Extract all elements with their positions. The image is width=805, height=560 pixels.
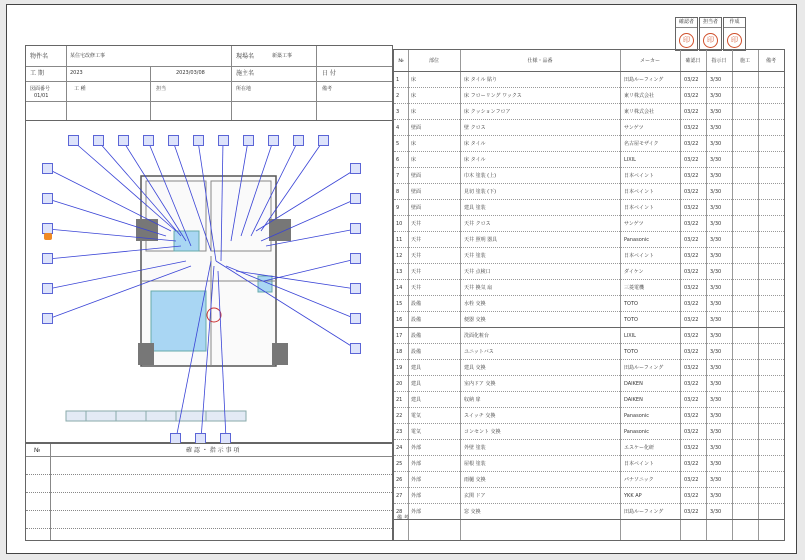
- cell-d1: 03/22: [684, 349, 699, 355]
- cell-maker: 東リ株式会社: [624, 93, 655, 99]
- cell-part: 電気: [411, 413, 422, 419]
- cell-spec: 室内ドア 交換: [464, 381, 496, 387]
- cell-d1: 03/22: [684, 141, 699, 147]
- cell-spec: 窓 交換: [464, 509, 481, 515]
- cell-maker: サンゲツ: [624, 221, 644, 227]
- cell-part: 壁面: [411, 189, 422, 195]
- cell-spec: 天井 照明 器具: [464, 237, 498, 243]
- cell-part: 天井: [411, 221, 422, 227]
- cell-maker: TOTO: [624, 301, 638, 307]
- sheet-label: 図面番号: [30, 86, 51, 92]
- table-header: [394, 50, 784, 72]
- callout-box[interactable]: [193, 135, 204, 146]
- table-row[interactable]: [394, 296, 784, 312]
- cell-d1: 03/22: [684, 365, 699, 371]
- cell-part: 床: [411, 157, 417, 163]
- cell-part: 外部: [411, 509, 422, 515]
- cell-maker: 日本ペイント: [624, 461, 655, 467]
- cell-part: 外部: [411, 477, 422, 483]
- cell-d1: 03/22: [684, 301, 699, 307]
- cell-d1: 03/22: [684, 269, 699, 275]
- cell-spec: 建具 塗装: [464, 205, 486, 211]
- cell-d1: 03/22: [684, 509, 699, 515]
- cell-d2: 3/30: [710, 381, 722, 387]
- cell-d2: 3/30: [710, 157, 722, 163]
- cell-maker: 三菱電機: [624, 285, 645, 291]
- cell-d1: 03/22: [684, 285, 699, 291]
- cell-spec: 天井 点検口: [464, 269, 491, 275]
- name-label: 物件名: [30, 53, 49, 60]
- callout-box[interactable]: [350, 253, 361, 264]
- date-value-2: 2023/03/08: [176, 70, 205, 76]
- callout-box[interactable]: [350, 313, 361, 324]
- cell-no: 20: [396, 381, 403, 387]
- cell-no: 28: [396, 509, 403, 515]
- name-value: 某住宅改修工事: [70, 53, 106, 59]
- callout-box[interactable]: [293, 135, 304, 146]
- cell-d2: 3/30: [710, 461, 722, 467]
- callout-box[interactable]: [268, 135, 279, 146]
- cell-d1: 03/22: [684, 189, 699, 195]
- site-label: 現場名: [236, 53, 255, 60]
- table-row[interactable]: [394, 264, 784, 280]
- cell-d2: 3/30: [710, 365, 722, 371]
- header-confirm-date: 確認日: [685, 57, 701, 64]
- cell-d2: 3/30: [710, 93, 722, 99]
- cell-spec: 洗面化粧台: [464, 333, 490, 339]
- callout-box[interactable]: [42, 283, 53, 294]
- table-row[interactable]: [394, 424, 784, 440]
- field-a: 工 種: [74, 86, 86, 92]
- callout-box[interactable]: [168, 135, 179, 146]
- cell-no: 4: [396, 125, 400, 131]
- callout-box[interactable]: [68, 135, 79, 146]
- cell-spec: 外壁 塗装: [464, 445, 486, 451]
- cell-part: 設備: [411, 301, 422, 307]
- stamp-confirmer: [675, 17, 698, 51]
- cell-no: 3: [396, 109, 400, 115]
- cell-d2: 3/30: [710, 445, 722, 451]
- table-row[interactable]: [394, 312, 784, 328]
- cell-d1: 03/22: [684, 205, 699, 211]
- header-no: №: [398, 57, 404, 64]
- callout-box[interactable]: [350, 223, 361, 234]
- cell-maker: ダイケン: [624, 269, 644, 275]
- cell-maker: Panasonic: [624, 413, 650, 419]
- cell-d2: 3/30: [710, 205, 722, 211]
- cell-spec: 天井 クロス: [464, 221, 491, 227]
- date-value: 2023: [70, 70, 83, 76]
- callout-box[interactable]: [143, 135, 154, 146]
- cell-spec: スイッチ 交換: [464, 413, 496, 419]
- cell-no: 24: [396, 445, 403, 451]
- table-row[interactable]: [394, 120, 784, 136]
- cell-d1: 03/22: [684, 173, 699, 179]
- stamp-head: 担当者: [700, 18, 721, 28]
- cell-maker: 日本ペイント: [624, 173, 655, 179]
- cell-d2: 3/30: [710, 253, 722, 259]
- table-row[interactable]: [394, 104, 784, 120]
- cell-no: 17: [396, 333, 403, 339]
- cell-spec: 見切 塗装 (下): [464, 189, 497, 195]
- cell-d2: 3/30: [710, 77, 722, 83]
- header-info-block: [25, 45, 393, 121]
- addr-label: 所在地: [236, 86, 252, 92]
- cell-spec: 便器 交換: [464, 317, 486, 323]
- cell-no: 13: [396, 269, 403, 275]
- cell-d1: 03/22: [684, 413, 699, 419]
- cell-maker: エスケー化研: [624, 445, 655, 451]
- cell-no: 11: [396, 237, 403, 243]
- table-row[interactable]: [394, 248, 784, 264]
- cell-spec: 巾木 塗装 (上): [464, 173, 497, 179]
- header-spec: 仕様・品番: [527, 57, 553, 64]
- cell-spec: コンセント 交換: [464, 429, 501, 435]
- callout-box[interactable]: [42, 163, 53, 174]
- cell-d2: 3/30: [710, 317, 722, 323]
- field-c: 備考: [322, 86, 333, 92]
- cell-spec: 雨樋 交換: [464, 477, 486, 483]
- document-sheet: [6, 4, 797, 554]
- table-row[interactable]: [394, 472, 784, 488]
- floor-plan-drawing: [26, 121, 392, 443]
- cell-d2: 3/30: [710, 509, 722, 515]
- cell-no: 14: [396, 285, 403, 291]
- cell-no: 8: [396, 189, 400, 195]
- field-b: 担当: [156, 86, 167, 92]
- cell-no: 5: [396, 141, 400, 147]
- cell-d2: 3/30: [710, 125, 722, 131]
- cell-d1: 03/22: [684, 125, 699, 131]
- cell-maker: DAIKEN: [624, 381, 643, 387]
- header-maker: メーカー: [640, 57, 660, 64]
- cell-part: 床: [411, 109, 417, 115]
- cell-no: 6: [396, 157, 400, 163]
- stamp-staff: [699, 17, 722, 51]
- spec-table: [393, 49, 785, 541]
- cell-maker: 田島ルーフィング: [624, 77, 664, 83]
- cell-d1: 03/22: [684, 157, 699, 163]
- cell-maker: 田島ルーフィング: [624, 365, 664, 371]
- cell-d2: 3/30: [710, 477, 722, 483]
- cell-d1: 03/22: [684, 237, 699, 243]
- cell-d1: 03/22: [684, 253, 699, 259]
- cell-no: 2: [396, 93, 400, 99]
- cell-d2: 3/30: [710, 221, 722, 227]
- cell-part: 壁面: [411, 205, 422, 211]
- owner-label: 施主名: [236, 70, 255, 77]
- cell-d2: 3/30: [710, 269, 722, 275]
- cell-no: 27: [396, 493, 403, 499]
- cell-d2: 3/30: [710, 285, 722, 291]
- cell-part: 床: [411, 93, 417, 99]
- cell-d2: 3/30: [710, 301, 722, 307]
- cell-part: 壁面: [411, 125, 422, 131]
- cell-d2: 3/30: [710, 189, 722, 195]
- callout-box[interactable]: [318, 135, 329, 146]
- table-row[interactable]: [394, 408, 784, 424]
- cell-part: 設備: [411, 333, 422, 339]
- floor-plan-area: [25, 121, 393, 443]
- cell-maker: パナソニック: [624, 477, 654, 483]
- cell-part: 設備: [411, 317, 422, 323]
- cell-d1: 03/22: [684, 429, 699, 435]
- cell-maker: LIXIL: [624, 157, 636, 163]
- cell-d1: 03/22: [684, 445, 699, 451]
- cell-d2: 3/30: [710, 349, 722, 355]
- callout-box[interactable]: [350, 163, 361, 174]
- cell-spec: 天井 換気 扇: [464, 285, 493, 291]
- callout-box[interactable]: [350, 283, 361, 294]
- cell-d1: 03/22: [684, 109, 699, 115]
- callout-box[interactable]: [42, 253, 53, 264]
- cell-no: 16: [396, 317, 403, 323]
- table-row[interactable]: [394, 376, 784, 392]
- cell-part: 電気: [411, 429, 422, 435]
- table-row[interactable]: [394, 280, 784, 296]
- cell-maker: 日本ペイント: [624, 253, 655, 259]
- header-part: 部位: [428, 57, 439, 64]
- table-row[interactable]: [394, 136, 784, 152]
- cell-part: 建具: [411, 397, 422, 403]
- callout-box[interactable]: [350, 193, 361, 204]
- table-row[interactable]: [394, 72, 784, 88]
- table-row[interactable]: [394, 488, 784, 504]
- table-row[interactable]: [394, 152, 784, 168]
- cell-spec: 天井 塗装: [464, 253, 486, 259]
- cell-d1: 03/22: [684, 477, 699, 483]
- cell-no: 12: [396, 253, 403, 259]
- cell-spec: 収納 扉: [464, 397, 481, 403]
- table-row[interactable]: [394, 232, 784, 248]
- cell-d1: 03/22: [684, 93, 699, 99]
- cell-no: 19: [396, 365, 403, 371]
- cell-spec: 床 フローリング ワックス: [464, 93, 522, 99]
- cell-d1: 03/22: [684, 221, 699, 227]
- cell-spec: 建具 交換: [464, 365, 486, 371]
- callout-box[interactable]: [42, 313, 53, 324]
- cell-spec: 床 タイル 貼り: [464, 77, 498, 83]
- cell-d2: 3/30: [710, 333, 722, 339]
- cell-d1: 03/22: [684, 317, 699, 323]
- cell-no: 25: [396, 461, 403, 467]
- cell-no: 9: [396, 205, 400, 211]
- cell-part: 床: [411, 141, 417, 147]
- cell-maker: DAIKEN: [624, 397, 643, 403]
- stamp-head: 確認者: [676, 18, 697, 28]
- cell-no: 21: [396, 397, 403, 403]
- table-row[interactable]: [394, 184, 784, 200]
- cell-spec: 水栓 交換: [464, 301, 486, 307]
- callout-box[interactable]: [218, 135, 229, 146]
- footer-label: 備 考: [397, 515, 409, 521]
- sheet-number: 01/01: [34, 93, 49, 99]
- cell-d2: 3/30: [710, 141, 722, 147]
- cell-part: 外部: [411, 445, 422, 451]
- cell-d2: 3/30: [710, 413, 722, 419]
- cell-d2: 3/30: [710, 109, 722, 115]
- cell-spec: 床 タイル: [464, 141, 486, 147]
- table-row[interactable]: [394, 216, 784, 232]
- table-row[interactable]: [394, 360, 784, 376]
- remarks-no-label: №: [34, 447, 41, 454]
- remarks-title: 確 認 ・ 指 示 事 項: [186, 447, 240, 454]
- table-row[interactable]: [394, 456, 784, 472]
- site-value: 新築工事: [272, 53, 293, 59]
- cell-maker: 名古屋モザイク: [624, 141, 659, 147]
- cell-maker: LIXIL: [624, 333, 636, 339]
- cell-maker: Panasonic: [624, 429, 650, 435]
- cell-d1: 03/22: [684, 397, 699, 403]
- callout-box[interactable]: [118, 135, 129, 146]
- cell-d2: 3/30: [710, 173, 722, 179]
- cell-d1: 03/22: [684, 333, 699, 339]
- cell-spec: 屋根 塗装: [464, 461, 486, 467]
- callout-box[interactable]: [350, 343, 361, 354]
- cell-part: 外部: [411, 493, 422, 499]
- table-row[interactable]: [394, 392, 784, 408]
- cell-d1: 03/22: [684, 461, 699, 467]
- cell-no: 23: [396, 429, 403, 435]
- cell-part: 壁面: [411, 173, 422, 179]
- cell-maker: TOTO: [624, 317, 638, 323]
- cell-d2: 3/30: [710, 429, 722, 435]
- cell-no: 1: [396, 77, 400, 83]
- seal-icon: 印: [727, 33, 742, 48]
- table-row[interactable]: [394, 440, 784, 456]
- callout-box[interactable]: [42, 193, 53, 204]
- header-work: 施工: [739, 57, 750, 64]
- period-label: 工 期: [30, 70, 44, 77]
- cell-part: 天井: [411, 253, 422, 259]
- cell-maker: 田島ルーフィング: [624, 509, 664, 515]
- cell-spec: 床 タイル: [464, 157, 486, 163]
- cell-d2: 3/30: [710, 237, 722, 243]
- callout-box[interactable]: [93, 135, 104, 146]
- table-row[interactable]: [394, 168, 784, 184]
- cell-d1: 03/22: [684, 493, 699, 499]
- seal-icon: 印: [679, 33, 694, 48]
- cell-part: 天井: [411, 269, 422, 275]
- callout-box[interactable]: [243, 135, 254, 146]
- date-label: 日 付: [322, 70, 336, 77]
- cell-part: 天井: [411, 285, 422, 291]
- cell-no: 22: [396, 413, 403, 419]
- seal-icon: 印: [703, 33, 718, 48]
- cell-maker: TOTO: [624, 349, 638, 355]
- cell-no: 18: [396, 349, 403, 355]
- cell-maker: 東リ株式会社: [624, 109, 655, 115]
- cell-no: 26: [396, 477, 403, 483]
- cell-d2: 3/30: [710, 397, 722, 403]
- cell-d1: 03/22: [684, 77, 699, 83]
- cell-d2: 3/30: [710, 493, 722, 499]
- cell-no: 7: [396, 173, 400, 179]
- cell-part: 建具: [411, 381, 422, 387]
- table-row[interactable]: [394, 88, 784, 104]
- stamp-creator: [723, 17, 746, 51]
- cell-spec: 床 クッションフロア: [464, 109, 511, 115]
- cell-spec: ユニットバス: [464, 349, 494, 355]
- cell-spec: 玄関 ドア: [464, 493, 486, 499]
- table-row[interactable]: [394, 200, 784, 216]
- stamp-head: 作成: [724, 18, 745, 28]
- table-row[interactable]: [394, 344, 784, 360]
- table-footer: [394, 512, 784, 540]
- remarks-section: [25, 443, 393, 541]
- cell-maker: YKK AP: [624, 493, 642, 499]
- cell-part: 床: [411, 77, 417, 83]
- warning-icon: [44, 233, 52, 240]
- cell-no: 10: [396, 221, 403, 227]
- cell-maker: Panasonic: [624, 237, 650, 243]
- cell-spec: 壁 クロス: [464, 125, 486, 131]
- cell-part: 外部: [411, 461, 422, 467]
- cell-maker: 日本ペイント: [624, 205, 655, 211]
- cell-no: 15: [396, 301, 403, 307]
- cell-maker: 日本ペイント: [624, 189, 655, 195]
- cell-part: 天井: [411, 237, 422, 243]
- cell-maker: サンゲツ: [624, 125, 644, 131]
- header-note: 備考: [765, 57, 776, 64]
- cell-part: 設備: [411, 349, 422, 355]
- table-row[interactable]: [394, 328, 784, 344]
- header-instruct-date: 指示日: [711, 57, 727, 64]
- cell-part: 建具: [411, 365, 422, 371]
- cell-d1: 03/22: [684, 381, 699, 387]
